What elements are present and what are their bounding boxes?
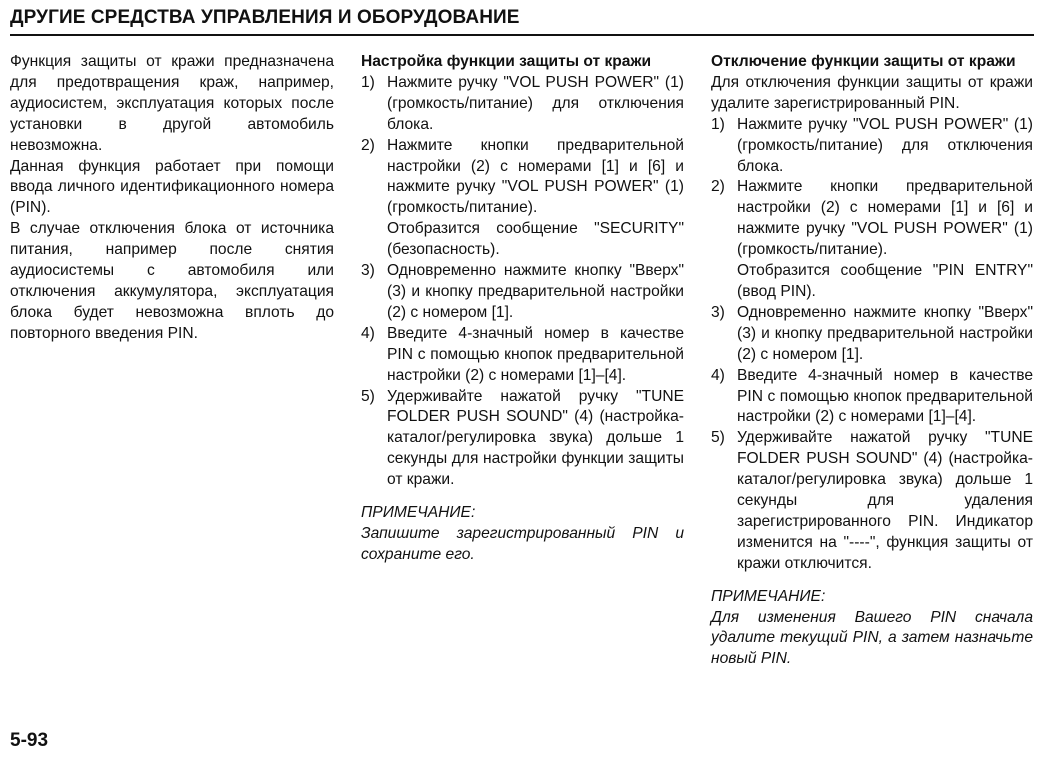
section-title: ДРУГИЕ СРЕДСТВА УПРАВЛЕНИЯ И ОБОРУДОВАНИЕ <box>10 7 520 28</box>
step-text: Нажмите ручку "VOL PUSH POWER" (1) (громкость/питание) для отключения блока. <box>737 115 1033 175</box>
list-item <box>711 428 1033 574</box>
step-text: Нажмите ручку "VOL PUSH POWER" (1) (громкость/питание) для отключения блока. <box>387 73 684 133</box>
disable-heading: Отключение функции защиты от кражи <box>711 53 1016 70</box>
note-block <box>361 503 684 566</box>
step-text: Удерживайте нажатой ручку "TUNE FOLDER PUSH SOUND" (4) (настройка-каталог/регулировка звука) дольше 1 секунды для удаления зарегистрированного PIN. Индикатор изменится на "----", функция защиты от кражи отключится. <box>737 429 1033 572</box>
list-item <box>711 115 1033 178</box>
list-item <box>711 303 1033 366</box>
disable-intro: Для отключения функции защиты от кражи удалите зарегистрированный PIN. <box>711 73 1033 112</box>
note-block <box>711 587 1033 671</box>
step-number: 4) <box>361 324 375 342</box>
step-number: 5) <box>711 429 725 447</box>
step-number: 4) <box>711 366 725 384</box>
list-item <box>361 73 684 136</box>
step-text: Одновременно нажмите кнопку "Вверх" (3) и кнопку предварительной настройки (2) с номером [1]. <box>737 303 1033 363</box>
step-text: Нажмите кнопки предварительной настройки (2) с номерами [1] и [6] и нажмите ручку "VOL PUSH POWER" (1) (громкость/питание). <box>737 178 1033 259</box>
column-intro <box>10 52 334 345</box>
intro-paragraph: Функция защиты от кражи предназначена для предотвращения краж, например, аудиосистем, эксплуатация которых после установки в другой автомобиль невозможна. <box>10 53 334 154</box>
list-item <box>361 387 684 492</box>
step-number: 1) <box>361 73 375 91</box>
intro-paragraph: Данная функция работает при помощи ввода личного идентификационного номера (PIN). <box>10 157 334 217</box>
note-text: Запишите зарегистрированный PIN и сохраните его. <box>361 524 684 563</box>
page-number: 5-93 <box>10 730 49 751</box>
step-extra: Отобразится сообщение "SECURITY" (безопасность). <box>387 220 684 259</box>
step-number: 2) <box>361 136 375 154</box>
step-text: Нажмите кнопки предварительной настройки (2) с номерами [1] и [6] и нажмите ручку "VOL PUSH POWER" (1) (громкость/питание). <box>387 136 684 217</box>
disable-steps <box>711 115 1033 575</box>
step-text: Одновременно нажмите кнопку "Вверх" (3) и кнопку предварительной настройки (2) с номером [1]. <box>387 262 684 321</box>
list-item <box>711 177 1033 302</box>
note-title: ПРИМЕЧАНИЕ: <box>711 587 826 605</box>
step-number: 5) <box>361 387 375 405</box>
step-text: Удерживайте нажатой ручку "TUNE FOLDER PUSH SOUND" (4) (настройка-каталог/регулировка звука) дольше 1 секунды для настройки функции защиты от кражи. <box>387 387 684 489</box>
step-extra: Отобразится сообщение "PIN ENTRY" (ввод PIN). <box>737 262 1033 300</box>
note-title: ПРИМЕЧАНИЕ: <box>361 504 476 522</box>
intro-paragraph: В случае отключения блока от источника питания, например после снятия аудиосистемы с автомобиля или отключения аккумулятора, эксплуатация блока будет невозможна вплоть до повторного введения PIN. <box>10 220 334 342</box>
list-item <box>711 366 1033 429</box>
list-item <box>361 261 684 324</box>
setup-heading: Настройка функции защиты от кражи <box>361 53 652 70</box>
step-text: Введите 4-значный номер в качестве PIN с помощью кнопок предварительной настройки (2) с номерами [1]–[4]. <box>387 324 684 384</box>
step-number: 3) <box>361 262 375 280</box>
list-item <box>361 136 684 261</box>
step-number: 1) <box>711 115 725 133</box>
setup-steps <box>361 73 684 491</box>
note-text: Для изменения Вашего PIN сначала удалите текущий PIN, а затем назначьте новый PIN. <box>711 608 1033 668</box>
step-number: 3) <box>711 303 725 321</box>
column-disable <box>711 52 1033 670</box>
step-number: 2) <box>711 178 725 196</box>
page-header <box>10 4 1034 36</box>
column-setup <box>361 52 684 566</box>
step-text: Введите 4-значный номер в качестве PIN с помощью кнопок предварительной настройки (2) с номерами [1]–[4]. <box>737 366 1033 426</box>
list-item <box>361 324 684 387</box>
